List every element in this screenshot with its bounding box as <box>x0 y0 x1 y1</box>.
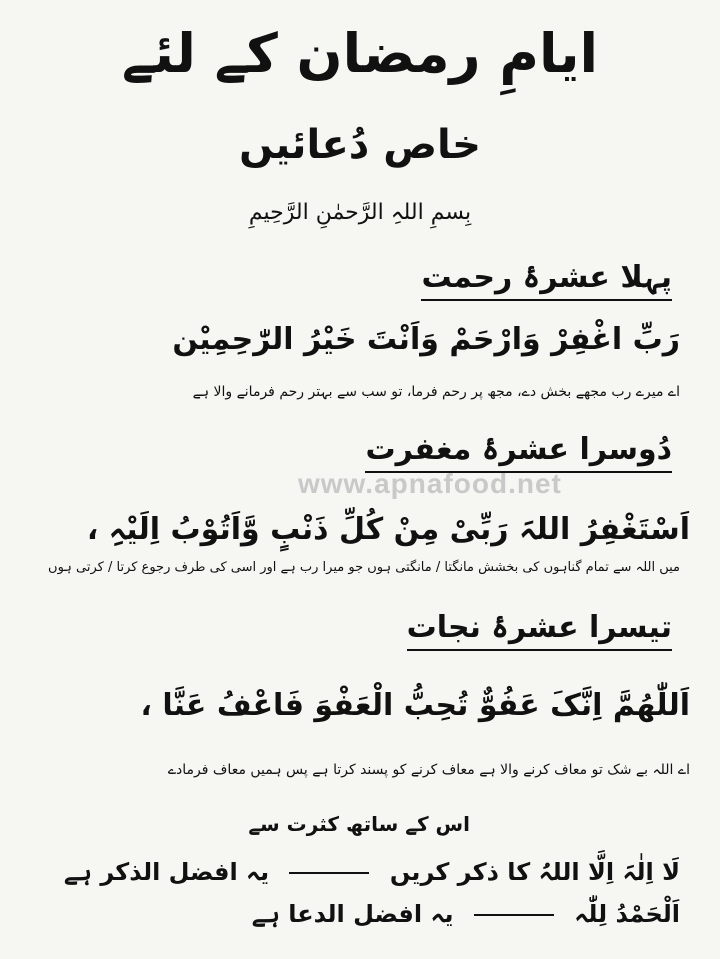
zikr-text: اَلْحَمْدُ لِلّٰہ <box>574 900 680 928</box>
dua-maghfirat-translation: میں اللہ سے تمام گناہوں کی بخشش مانگتا / مانگتی ہوں جو میرا رب ہے اور اسی کی طرف رجوع کرتا / کرتی ہوں <box>48 560 680 575</box>
dua-nijat-arabic: اَللّٰھُمَّ اِنَّکَ عَفُوٌّ تُحِبُّ الْعَفْوَ فَاعْفُ عَنَّا ، <box>140 688 690 723</box>
zikr-text: لَا اِلٰہَ اِلَّا اللہُ کا ذکر کریں <box>389 858 680 886</box>
section-heading-rehmat: پہلا عشرۂ رحمت <box>421 260 672 301</box>
watermark: www.apnafood.net <box>298 468 562 499</box>
zikr-line-1 <box>64 858 680 886</box>
dash-divider <box>289 872 369 874</box>
page-title: ایامِ رمضان کے لئے <box>121 22 599 85</box>
zikr-note: یہ افضل الدعا ہے <box>251 900 454 928</box>
footer-instruction: اس کے ساتھ کثرت سے <box>248 812 470 836</box>
dua-maghfirat-arabic: اَسْتَغْفِرُ اللہَ رَبِّیْ مِنْ کُلِّ ذَنْبٍ وَّاَتُوْبُ اِلَیْہِ ، <box>86 512 690 547</box>
zikr-line-2 <box>252 900 680 928</box>
dua-rehmat-translation: اے میرے رب مجھے بخش دے، مجھ پر رحم فرما، تو سب سے بہتر رحم فرمانے والا ہے <box>192 384 680 400</box>
zikr-note: یہ افضل الذکر ہے <box>63 858 270 886</box>
bismillah: بِسمِ اللہِ الرَّحمٰنِ الرَّحِیمِ <box>248 200 472 225</box>
dua-nijat-translation: اے اللہ بے شک تو معاف کرنے والا ہے معاف کرنے کو پسند کرتا ہے پس ہمیں معاف فرمادے <box>167 762 690 778</box>
dash-divider <box>474 914 554 916</box>
page-subtitle: خاص دُعائیں <box>239 122 481 168</box>
dua-rehmat-arabic: رَبِّ اغْفِرْ وَارْحَمْ وَاَنْتَ خَیْرُ الرّٰحِمِیْن <box>172 322 680 357</box>
section-heading-maghfirat: دُوسرا عشرۂ مغفرت <box>365 432 672 473</box>
section-heading-nijat: تیسرا عشرۂ نجات <box>407 610 672 651</box>
